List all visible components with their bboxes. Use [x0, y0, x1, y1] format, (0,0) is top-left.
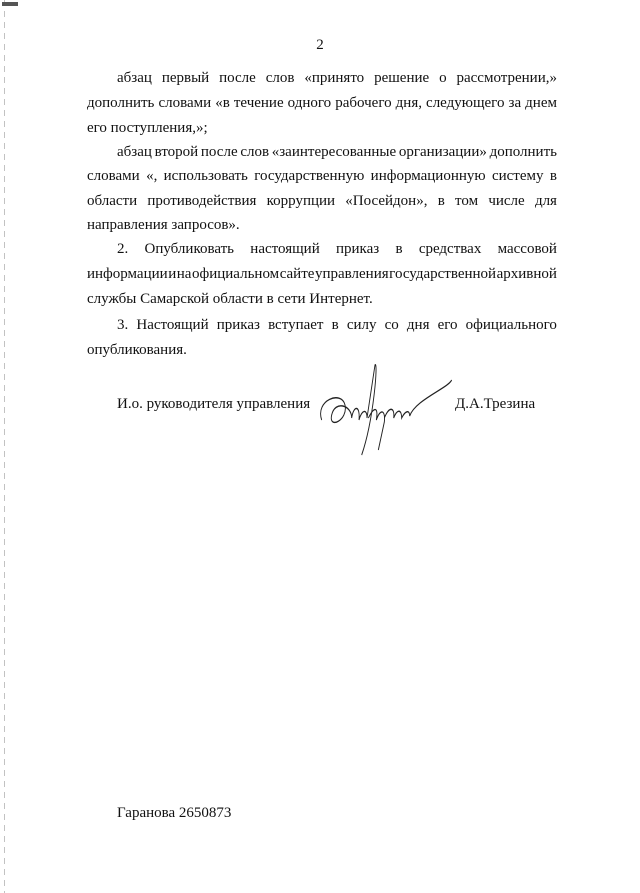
word: вступает: [268, 317, 324, 333]
word: в: [395, 241, 403, 257]
word: словами: [87, 168, 140, 184]
word: первый: [161, 70, 210, 86]
word: после: [219, 70, 256, 86]
word: слов: [265, 70, 295, 86]
word: со: [384, 317, 399, 333]
word: рассмотрении,»: [456, 70, 557, 86]
word: «,: [146, 168, 158, 184]
word: в: [549, 168, 557, 184]
word: сайте: [279, 266, 315, 282]
paragraph-line: направления запросов».: [87, 217, 240, 233]
word: «Посейдон»,: [345, 193, 428, 209]
word: дополнить: [87, 95, 155, 111]
word: дополнить: [489, 144, 557, 160]
word: течение: [233, 95, 284, 111]
word: средствах: [418, 241, 482, 257]
signatory-name: Д.А.Трезина: [455, 396, 536, 412]
word: государственной: [389, 266, 497, 282]
word: 2.: [117, 241, 129, 257]
word: дня,: [395, 95, 422, 111]
word: Опубликовать: [144, 241, 235, 257]
word: словами: [158, 95, 212, 111]
paragraph-line: опубликования.: [87, 342, 187, 358]
word: второй: [154, 144, 199, 160]
handwritten-signature: [315, 360, 455, 460]
word: одного: [287, 95, 332, 111]
word: днем: [525, 95, 557, 111]
word: управления: [314, 266, 389, 282]
word: информационную: [370, 168, 486, 184]
word: после: [200, 144, 238, 160]
word: его: [437, 317, 458, 333]
word: рабочего: [335, 95, 392, 111]
word: 3.: [117, 317, 129, 333]
word: слов: [240, 144, 270, 160]
paragraph-line: [87, 191, 557, 211]
paragraph-line: [117, 142, 557, 162]
word: приказ: [335, 241, 380, 257]
word: государственную: [254, 168, 365, 184]
executor-contact: Гаранова 2650873: [117, 805, 232, 821]
word: официальном: [192, 266, 280, 282]
paragraph-line: [87, 166, 557, 186]
word: о: [439, 70, 447, 86]
word: массовой: [497, 241, 557, 257]
paragraph-line: [87, 93, 557, 113]
word: противодействия: [147, 193, 257, 209]
word: систему: [491, 168, 544, 184]
paragraph-line: [87, 264, 557, 284]
word: в: [331, 317, 339, 333]
word: коррупции: [266, 193, 336, 209]
scan-edge-artifact: [4, 0, 5, 893]
signatory-role: И.о. руководителя управления: [117, 396, 311, 412]
scan-corner-mark: [2, 2, 18, 6]
word: приказ: [216, 317, 260, 333]
paragraph-line: [117, 239, 557, 259]
word: числе: [488, 193, 525, 209]
word: настоящий: [250, 241, 320, 257]
word: в: [437, 193, 445, 209]
word: абзац: [117, 70, 152, 86]
paragraph-line: его поступления,»;: [87, 120, 208, 136]
page-number: 2: [316, 37, 324, 53]
word: за: [508, 95, 522, 111]
word: организации»: [398, 144, 487, 160]
word: на: [176, 266, 192, 282]
word: дня: [406, 317, 430, 333]
word: и: [168, 266, 177, 282]
word: «принято: [304, 70, 365, 86]
word: области: [87, 193, 138, 209]
paragraph-line: службы Самарской области в сети Интернет.: [87, 291, 373, 307]
word: следующего: [426, 95, 505, 111]
word: решение: [374, 70, 430, 86]
word: для: [534, 193, 557, 209]
word: официального: [465, 317, 557, 333]
word: «в: [215, 95, 230, 111]
word: информации: [87, 266, 168, 282]
word: абзац: [117, 144, 152, 160]
word: архивной: [496, 266, 557, 282]
word: использовать: [163, 168, 248, 184]
paragraph-line: [117, 315, 557, 335]
word: Настоящий: [136, 317, 209, 333]
paragraph-line: [117, 68, 557, 88]
word: силу: [346, 317, 377, 333]
word: «заинтересованные: [271, 144, 397, 160]
word: том: [455, 193, 479, 209]
